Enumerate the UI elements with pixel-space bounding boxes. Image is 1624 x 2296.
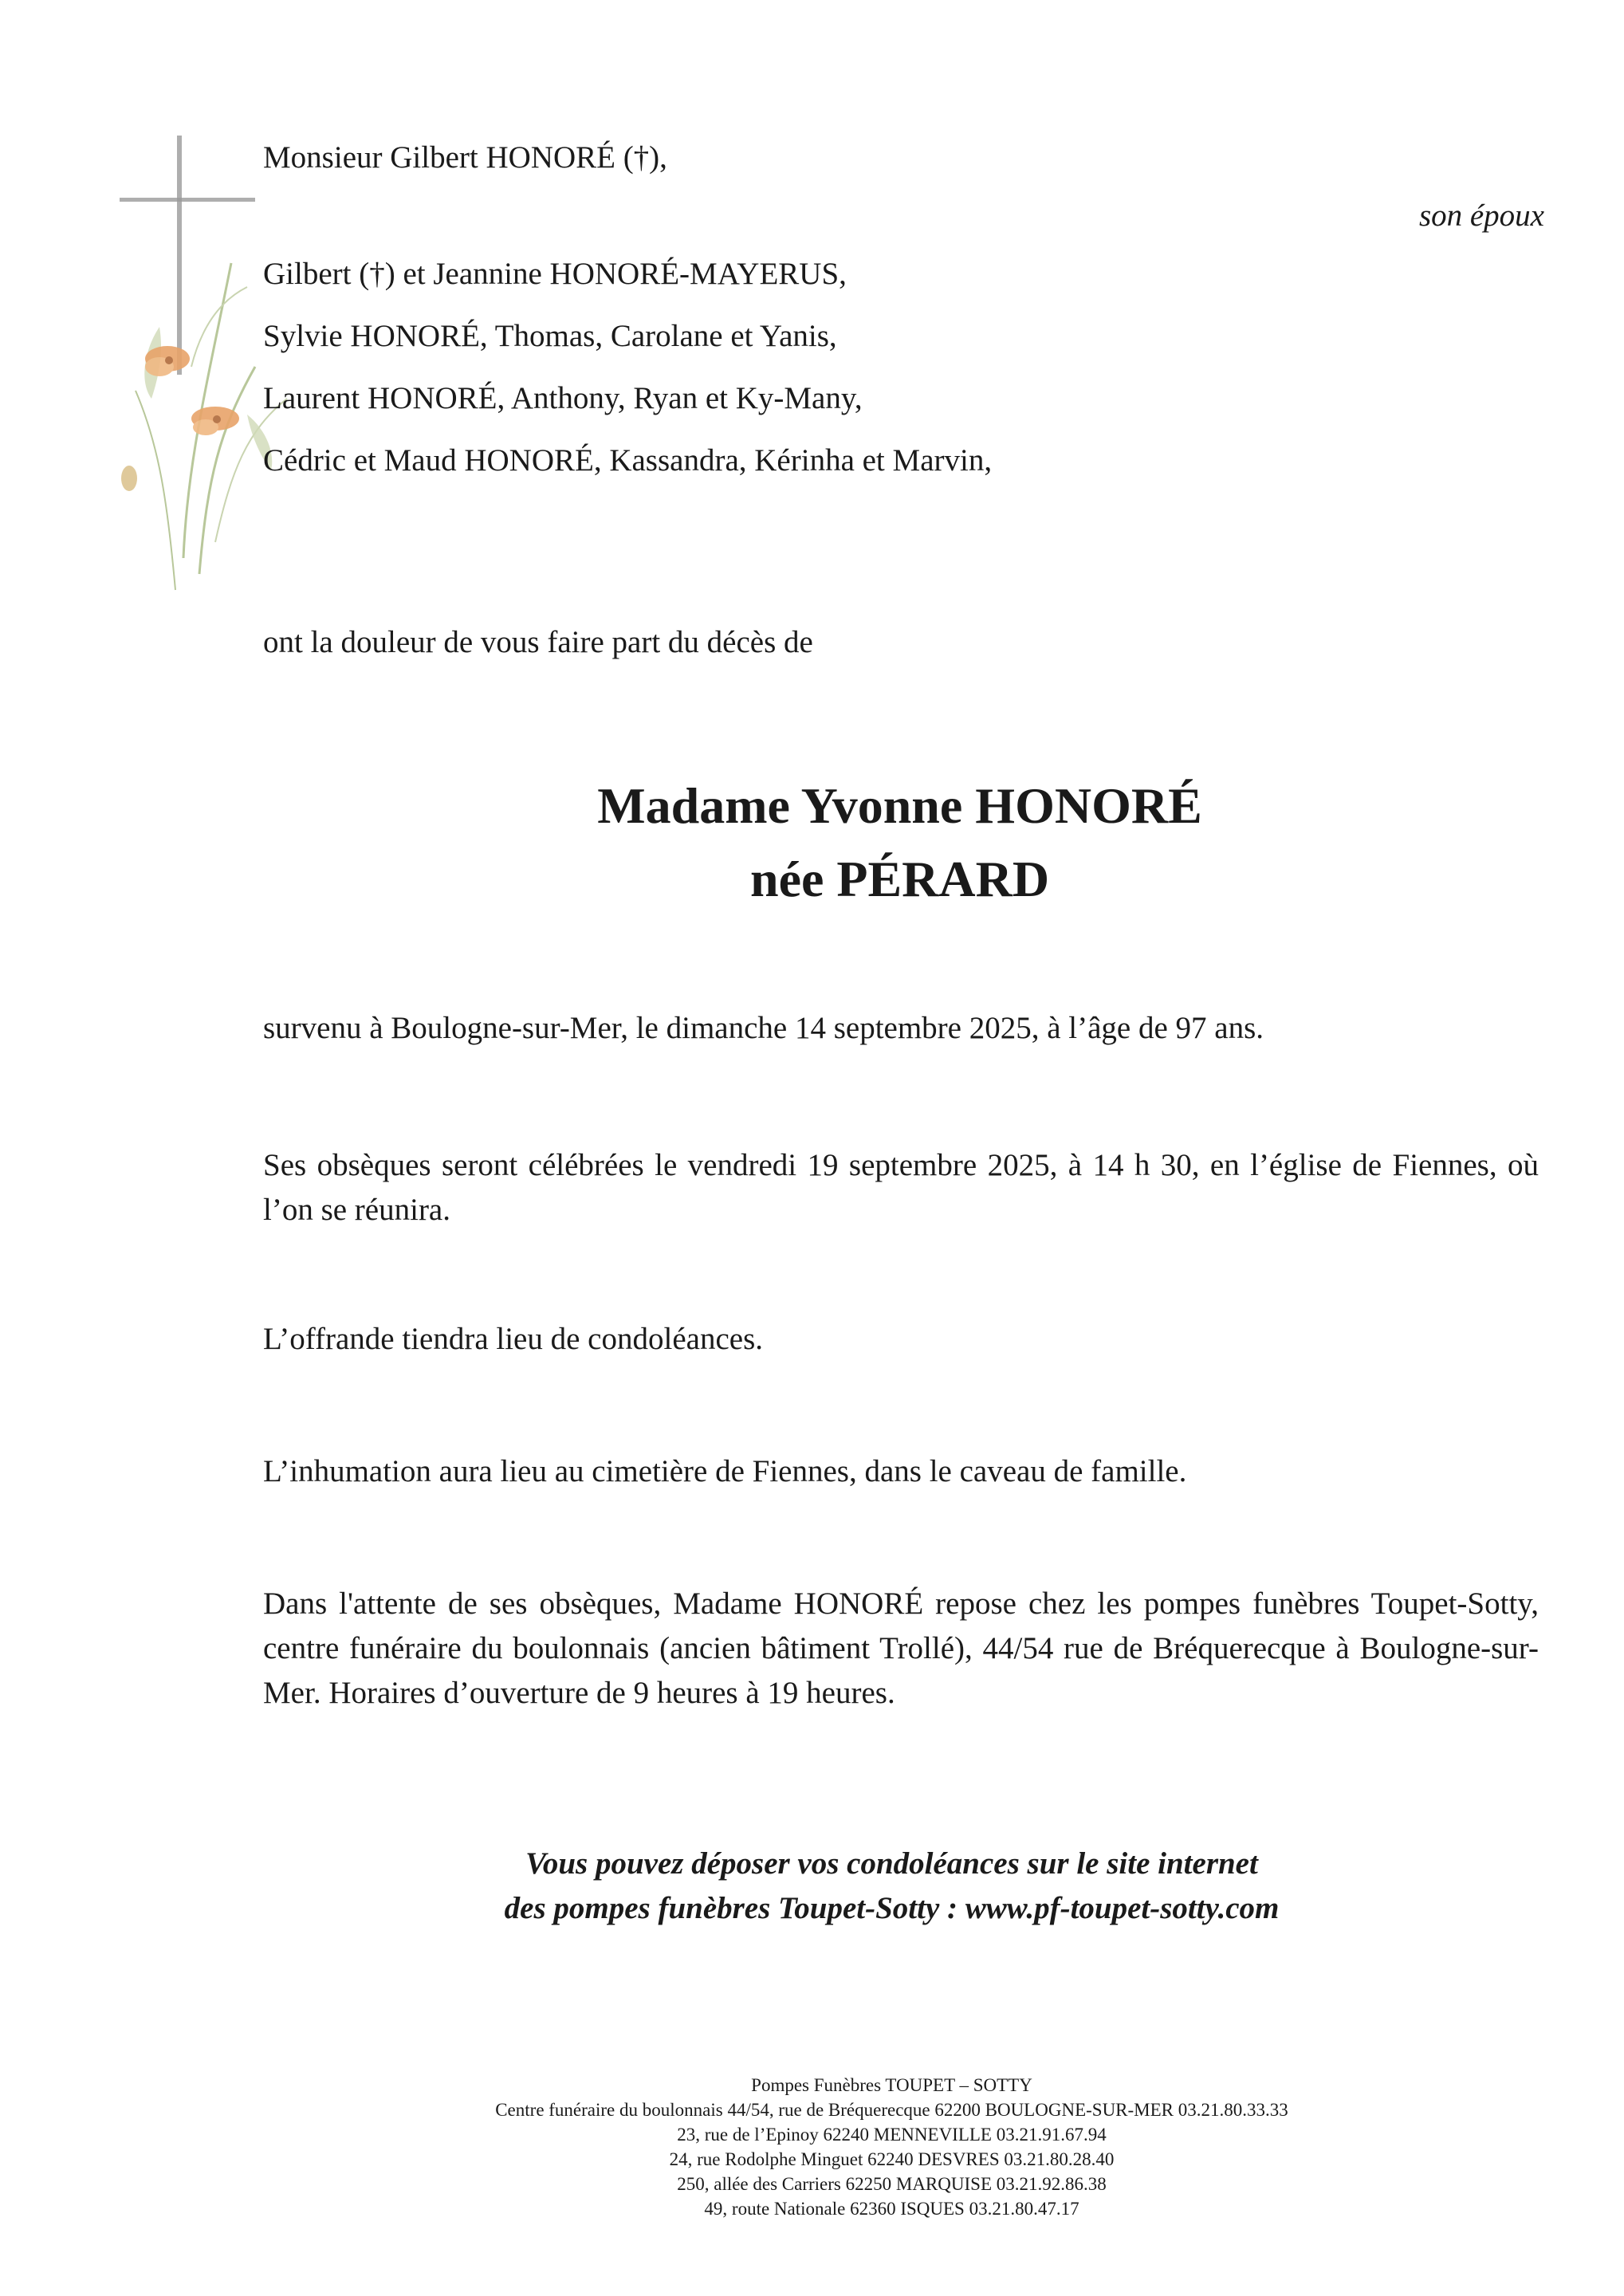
death-paragraph: survenu à Boulogne-sur-Mer, le dimanche 14 septembre 2025, à l’âge de 97 ans. [263, 1011, 1264, 1045]
deceased-name: Madame Yvonne HONORÉ [597, 777, 1202, 834]
footer-line: 250, allée des Carriers 62250 MARQUISE 03.21.92.86.38 [677, 2174, 1107, 2194]
offering-paragraph: L’offrande tiendra lieu de condoléances. [263, 1322, 763, 1356]
family-line: Sylvie HONORÉ, Thomas, Carolane et Yanis, [263, 319, 837, 353]
footer-line: 23, rue de l’Epinoy 62240 MENNEVILLE 03.21.91.67.94 [677, 2125, 1107, 2145]
relation-label: son époux [1418, 199, 1544, 233]
condolences-web-note [0, 1842, 1624, 1931]
footer-line: Centre funéraire du boulonnais 44/54, rue de Bréquerecque 62200 BOULOGNE-SUR-MER 03.21.80.33.33 [495, 2100, 1288, 2120]
funeral-home-footer [0, 2073, 1624, 2221]
deceased-maiden-name: née PÉRARD [749, 851, 1050, 907]
cross-with-flowers-icon [112, 128, 303, 606]
deceased-name-block [0, 769, 1624, 916]
burial-paragraph: L’inhumation aura lieu au cimetière de Fiennes, dans le caveau de famille. [263, 1454, 1187, 1488]
web-note-line: Vous pouvez déposer vos condoléances sur le site internet [525, 1846, 1258, 1881]
family-line: Cédric et Maud HONORÉ, Kassandra, Kérinha et Marvin, [263, 443, 993, 478]
footer-line: 24, rue Rodolphe Minguet 62240 DESVRES 03.21.80.28.40 [669, 2149, 1115, 2169]
family-line-spouse: Monsieur Gilbert HONORÉ (†), [263, 140, 667, 175]
footer-line: Pompes Funèbres TOUPET – SOTTY [751, 2075, 1032, 2095]
footer-line: 49, route Nationale 62360 ISQUES 03.21.80.47.17 [704, 2199, 1079, 2219]
family-line: Laurent HONORÉ, Anthony, Ryan et Ky-Many, [263, 381, 863, 415]
funeral-paragraph: Ses obsèques seront célébrées le vendredi 19 septembre 2025, à 14 h 30, en l’église de Fiennes, où l’on se réunira. [263, 1148, 1539, 1227]
web-note-line: des pompes funèbres Toupet-Sotty : www.pf-toupet-sotty.com [504, 1891, 1280, 1925]
family-line: Gilbert (†) et Jeannine HONORÉ-MAYERUS, [263, 257, 847, 291]
resting-paragraph: Dans l'attente de ses obsèques, Madame HONORÉ repose chez les pompes funèbres Toupet-Sotty, centre funéraire du boulonnais (ancien bâtiment Trollé), 44/54 rue de Bréquerecque à Boulogne-sur-Mer. Horaires d’ouverture de 9 heures à 19 heures. [263, 1586, 1539, 1710]
announcement-text: ont la douleur de vous faire part du décès de [263, 625, 813, 659]
